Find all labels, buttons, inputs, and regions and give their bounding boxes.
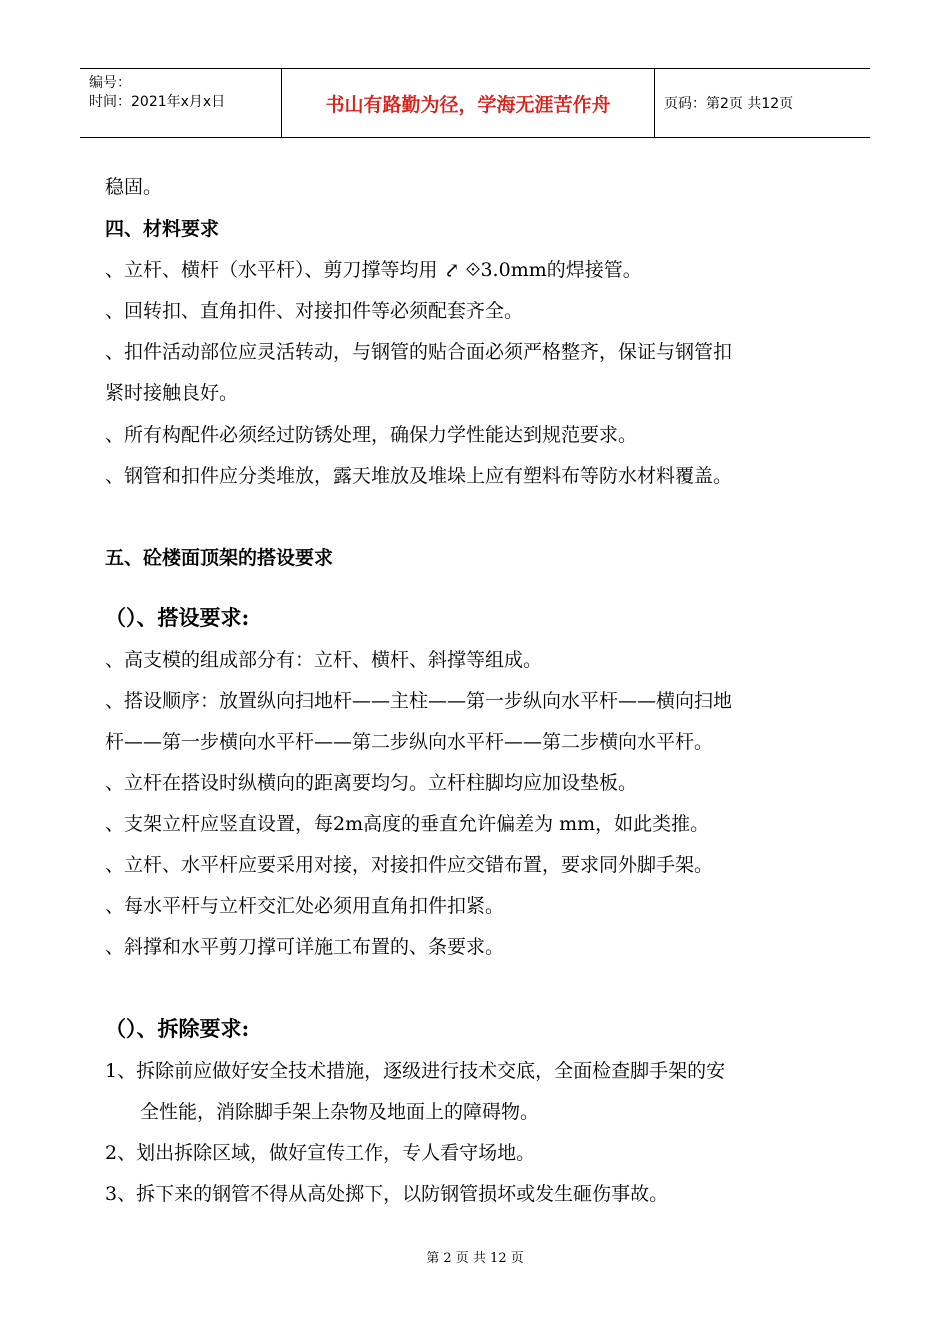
text-line: 、高支模的组成部分有：立杆、横杆、斜撑等组成。: [105, 649, 543, 671]
text-line: 、立杆、水平杆应要采用对接，对接扣件应交错布置，要求同外脚手架。: [105, 854, 714, 876]
subsection-heading-removal: （）、拆除要求:: [105, 1016, 250, 1041]
list-item: 3、拆下来的钢管不得从高处掷下，以防钢管损坏或发生砸伤事故。: [105, 1183, 669, 1205]
time-label: 时间：2021年x月x日: [89, 94, 226, 110]
text-line: 、所有构配件必须经过防锈处理，确保力学性能达到规范要求。: [105, 424, 638, 446]
number-label: 编号：: [89, 75, 131, 91]
header-meta: [80, 69, 281, 137]
text-line: 、扣件活动部位应灵活转动，与钢管的贴合面必须严格整齐，保证与钢管扣: [105, 341, 733, 363]
text-line: 、钢管和扣件应分类堆放，露天堆放及堆垛上应有塑料布等防水材料覆盖。: [105, 465, 733, 487]
text-line: 杆——第一步横向水平杆——第二步纵向水平杆——第二步横向水平杆。: [105, 731, 714, 753]
section-heading-erection: 五、砼楼面顶架的搭设要求: [105, 547, 334, 569]
list-item-continuation: 全性能，消除脚手架上杂物及地面上的障碍物。: [140, 1101, 540, 1123]
header-motto: 书山有路勤为径，学海无涯苦作舟: [281, 69, 655, 137]
section-heading-materials: 四、材料要求: [105, 218, 220, 240]
text-line: 紧时接触良好。: [105, 382, 239, 404]
header-page-info: 页码：第2页 共12页: [664, 96, 794, 112]
text-line: 、搭设顺序：放置纵向扫地杆——主柱——第一步纵向水平杆——横向扫地: [105, 690, 733, 712]
text-line: 、斜撑和水平剪刀撑可详施工布置的、条要求。: [105, 936, 505, 958]
text-line: 、回转扣、直角扣件、对接扣件等必须配套齐全。: [105, 300, 524, 322]
text-line: 、支架立杆应竖直设置，每2m高度的垂直允许偏差为 mm，如此类推。: [105, 813, 710, 835]
page-footer: 第 2 页 共 12 页: [426, 1251, 524, 1266]
text-line: 、立杆在搭设时纵横向的距离要均匀。立杆柱脚均应加设垫板。: [105, 772, 638, 794]
text-line: 、每水平杆与立杆交汇处必须用直角扣件扣紧。: [105, 895, 505, 917]
list-item: 1、拆除前应做好安全技术措施，逐级进行技术交底，全面检查脚手架的安: [105, 1060, 726, 1082]
text-line: 稳固。: [105, 176, 163, 198]
list-item: 2、划出拆除区域，做好宣传工作，专人看守场地。: [105, 1142, 536, 1164]
header-table: [80, 68, 870, 138]
subsection-heading-setup: （）、搭设要求:: [105, 605, 250, 630]
text-line: 、立杆、横杆（水平杆）、剪刀撑等均用 ⤤ ⟐3.0mm的焊接管。: [105, 259, 642, 281]
